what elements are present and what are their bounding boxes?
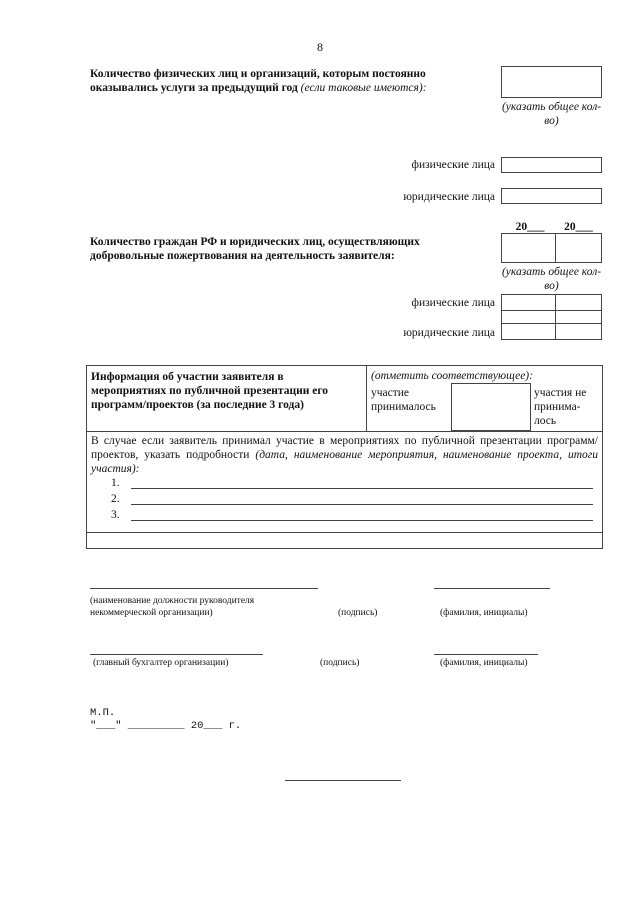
section2-hint: (указать общее кол-во) — [501, 266, 602, 292]
section2-row1-sub-y1[interactable] — [501, 310, 556, 324]
head-position-caption: (наименование должности руководителя некоммерческой организации) — [90, 596, 255, 618]
name1-line[interactable] — [434, 578, 550, 589]
section2-row1-field-y1[interactable] — [501, 294, 556, 311]
participation-details-text: В случае если заявитель принимал участие в мероприятиях по публичной презентации программ/проектов, указать подробности — [91, 435, 598, 461]
accountant-caption: (главный бухгалтер организации) — [93, 658, 229, 668]
option-no-label: участия не принима-лось — [534, 387, 587, 427]
participation-details — [91, 434, 598, 476]
section2-year2: 20___ — [564, 221, 593, 233]
name2-line[interactable] — [434, 644, 538, 655]
section2-row1-label: физические лица — [411, 297, 495, 309]
section2-row2-label: юридические лица — [403, 327, 495, 339]
page-number: 8 — [317, 40, 323, 54]
participation-divider-h1 — [87, 431, 602, 432]
section2-row1-field-y2[interactable] — [555, 294, 602, 311]
stamp-date[interactable]: "___" _________ 20___ г. — [90, 720, 242, 732]
head-position-line[interactable] — [90, 578, 318, 589]
section2-row2-field-y1[interactable] — [501, 323, 556, 340]
section1-title-italic: (если таковые имеются): — [300, 82, 427, 94]
section2-year2-box[interactable] — [555, 233, 602, 263]
list-item-1-line[interactable] — [131, 476, 593, 489]
name1-caption: (фамилия, инициалы) — [440, 608, 528, 618]
participation-title: Информация об участии заявителя в мероприятиях по публичной презентации его программ/проектов (за последние 3 года) — [91, 371, 329, 411]
bottom-line — [285, 770, 401, 781]
list-item-2-line[interactable] — [131, 492, 593, 505]
option-yes-checkbox[interactable] — [451, 383, 531, 431]
section1-row2-field[interactable] — [501, 188, 602, 204]
participation-divider-v1 — [366, 366, 367, 431]
participation-details-italic: (дата, наименование мероприятия, наименование проекта, итоги участия): — [91, 449, 598, 475]
list-item-2-number: 2. — [111, 493, 120, 505]
list-item-3-number: 3. — [111, 509, 120, 521]
section1-hint: (указать общее кол-во) — [501, 101, 602, 127]
section1-title — [90, 67, 485, 95]
section2-year1-box[interactable] — [501, 233, 556, 263]
name2-caption: (фамилия, инициалы) — [440, 658, 528, 668]
option-yes-label: участие принималось — [371, 387, 436, 413]
accountant-line[interactable] — [90, 644, 263, 655]
section2-title: Количество граждан РФ и юридических лиц, осуществляющих добровольные пожертвования на деятельность заявителя: — [90, 236, 420, 262]
section1-row2-label: юридические лица — [403, 191, 495, 203]
stamp-mp: М.П. — [90, 707, 116, 719]
section1-total-box[interactable] — [501, 66, 602, 98]
list-item-3-line[interactable] — [131, 508, 593, 521]
participation-instruction: (отметить соответствующее): — [371, 370, 533, 382]
section2-row2-field-y2[interactable] — [555, 323, 602, 340]
section1-row1-field[interactable] — [501, 157, 602, 173]
list-item-1-number: 1. — [111, 477, 120, 489]
signature2-caption: (подпись) — [320, 658, 360, 668]
signature1-caption: (подпись) — [338, 608, 378, 618]
section1-row1-label: физические лица — [411, 159, 495, 171]
section2-row1-sub-y2[interactable] — [555, 310, 602, 324]
participation-table — [86, 365, 603, 549]
participation-divider-h2 — [87, 532, 602, 533]
section1-title-bold: Количество физических лиц и организаций, которым постоянно оказывались услуги за предыдущий год — [90, 68, 426, 94]
section2-year1: 20___ — [515, 221, 545, 233]
